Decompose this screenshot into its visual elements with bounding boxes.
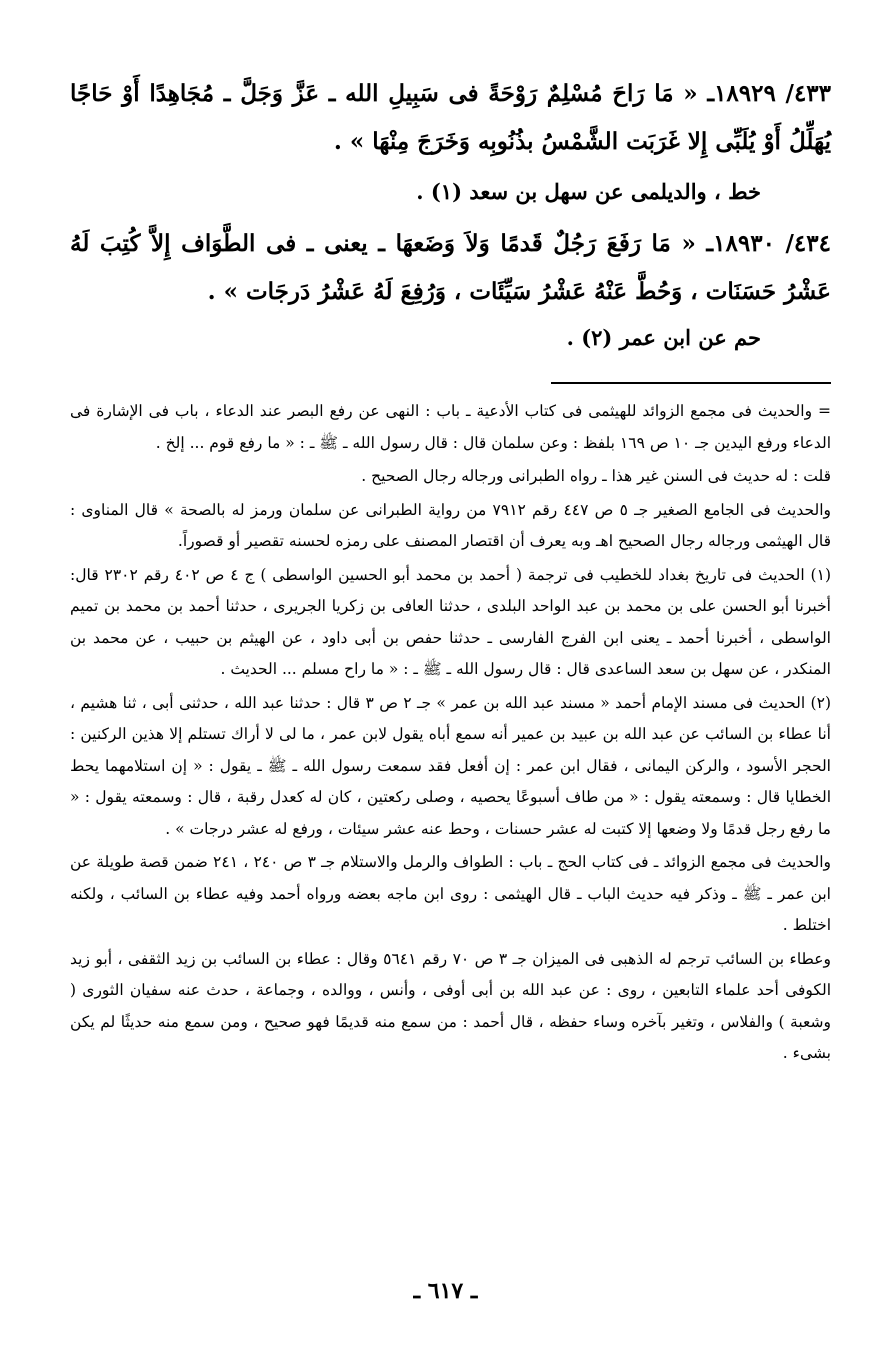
footnote-1: (١) الحديث فى تاريخ بغداد للخطيب فى ترجمة ( أحمد بن محمد أبو الحسين الواسطى ) ج ٤ ص ٤٠٢ رقم ٢٣٠٢ قال: أخبرنا أبو الحسن على بن محمد بن عبد الواحد البلدى ، حدثنا العافى بن زكريا الجريرى ، حدثنا أحمد بن محمد بن تميم الواسطى ، أخبرنا أحمد ـ يعنى ابن الفرج الفارسى ـ حدثنا حفص بن أبى داود ، عن الهيثم بن حبيب ، عن محمد بن المنكدر ، عن سهل بن سعد الساعدى قال : قال رسول الله ـ ﷺ ـ : « ما راح مسلم ... الحديث . <box>70 565 831 678</box>
footnote-divider <box>551 382 831 384</box>
hadith-433 <box>70 70 831 214</box>
hadith-text: ٤٣٣/ ١٨٩٢٩ـ « مَا رَاحَ مُسْلِمٌ رَوْحَةً فى سَبِيلِ الله ـ عَزَّ وَجَلَّ ـ مُجَاهِدًا أَوْ حَاجًا يُهَلِّلُ أَوْ يُلَبِّى إِلا غَرَبَت الشَّمْسُ بذُنُوبِه وَخَرَجَ مِنْهَا » . <box>70 80 831 155</box>
footnotes <box>70 396 831 1070</box>
footnote-remark: قلت : له حديث فى السنن غير هذا ـ رواه الطبرانى ورجاله رجال الصحيح . <box>361 467 831 485</box>
footnote-paragraph: والحديث فى الجامع الصغير جـ ٥ ص ٤٤٧ رقم ٧٩١٢ من رواية الطبرانى عن سلمان ورمز له بالصحة » قال المناوى : قال الهيثمى ورجاله رجال الصحيح اهـ وبه يعرف أن اقتصار المصنف على رمزه لحسنه تقصير أو قصوراً. <box>70 500 831 550</box>
hadith-434 <box>70 220 831 360</box>
footnote-paragraph: والحديث فى مجمع الزوائد ـ فى كتاب الحج ـ باب : الطواف والرمل والاستلام جـ ٣ ص ٢٤٠ ، ٢٤١ ضمن قصة طويلة عن ابن عمر ـ ﷺ ـ وذكر فيه حديث الباب ـ قال الهيثمى : روى ابن ماجه بعضه ورواه أحمد وفيه عطاء بن السائب ، ولكنه اختلط . <box>70 853 832 934</box>
hadith-source: خط ، والديلمى عن سهل بن سعد (١) . <box>416 179 761 204</box>
footnote-paragraph: وعطاء بن السائب ترجم له الذهبى فى الميزان جـ ٣ ص ٧٠ رقم ٥٦٤١ وقال : عطاء بن السائب بن زيد الثقفى ، أبو زيد الكوفى أحد علماء التابعين ، روى : عن عبد الله بن أبى أوفى ، وأنس ، ووالده ، وجماعة ، حدث عنه سفيان الثورى ( وشعبة ) والفلاس ، وتغير بآخره وساء حفظه ، قال أحمد : من سمع منه قديمًا فهو صحيح ، ومن سمع منه حديثًا لم يكن بشىء . <box>70 949 832 1062</box>
page-number: ـ ٦١٧ ـ <box>413 1278 478 1304</box>
hadith-text: ٤٣٤/ ١٨٩٣٠ـ « مَا رَفَعَ رَجُلٌ قَدمًا وَلاَ وَضَعهَا ـ يعنى ـ فى الطَّوَاف إِلاَّ كُتِبَ لَهُ عَشْرُ حَسَنَات ، وَحُطَّ عَنْهُ عَشْرُ سَيِّئَات ، وَرُفِعَ لَهُ عَشْرُ دَرجَات » . <box>70 230 831 305</box>
hadith-source: حم عن ابن عمر (٢) . <box>566 325 761 350</box>
page-content <box>70 70 831 1072</box>
footnote-continuation: = والحديث فى مجمع الزوائد للهيثمى فى كتاب الأدعية ـ باب : النهى عن رفع البصر عند الدعاء ، باب فى الإشارة فى الدعاء ورفع اليدين جـ ١٠ ص ١٦٩ بلفظ : وعن سلمان قال : قال رسول الله ـ ﷺ ـ : « ما رفع قوم ... إلخ . <box>70 402 831 452</box>
footnote-2: (٢) الحديث فى مسند الإمام أحمد « مسند عبد الله بن عمر » جـ ٢ ص ٣ قال : حدثنا عبد الله ، حدثنى أبى ، ثنا هشيم ، أنا عطاء بن السائب عن عبد الله بن عبيد بن عمير أنه سمع أباه يقول لابن عمر ، ما لى لا أراك تستلم إلا هذين الركنين : الحجر الأسود ، والركن اليمانى ، فقال ابن عمر : إن أفعل فقد سمعت رسول الله ـ ﷺ ـ يقول : « إن استلامهما يحط الخطايا قال : وسمعته يقول : « من طاف أسبوعًا يحصيه ، وصلى ركعتين ، كان له كعدل رقبة ، قال : وسمعته يقول : « ما رفع رجل قدمًا ولا وضعها إلا كتبت له عشر حسنات ، وحط عنه عشر سيئات ، ورفع له عشر درجات » . <box>70 693 831 838</box>
